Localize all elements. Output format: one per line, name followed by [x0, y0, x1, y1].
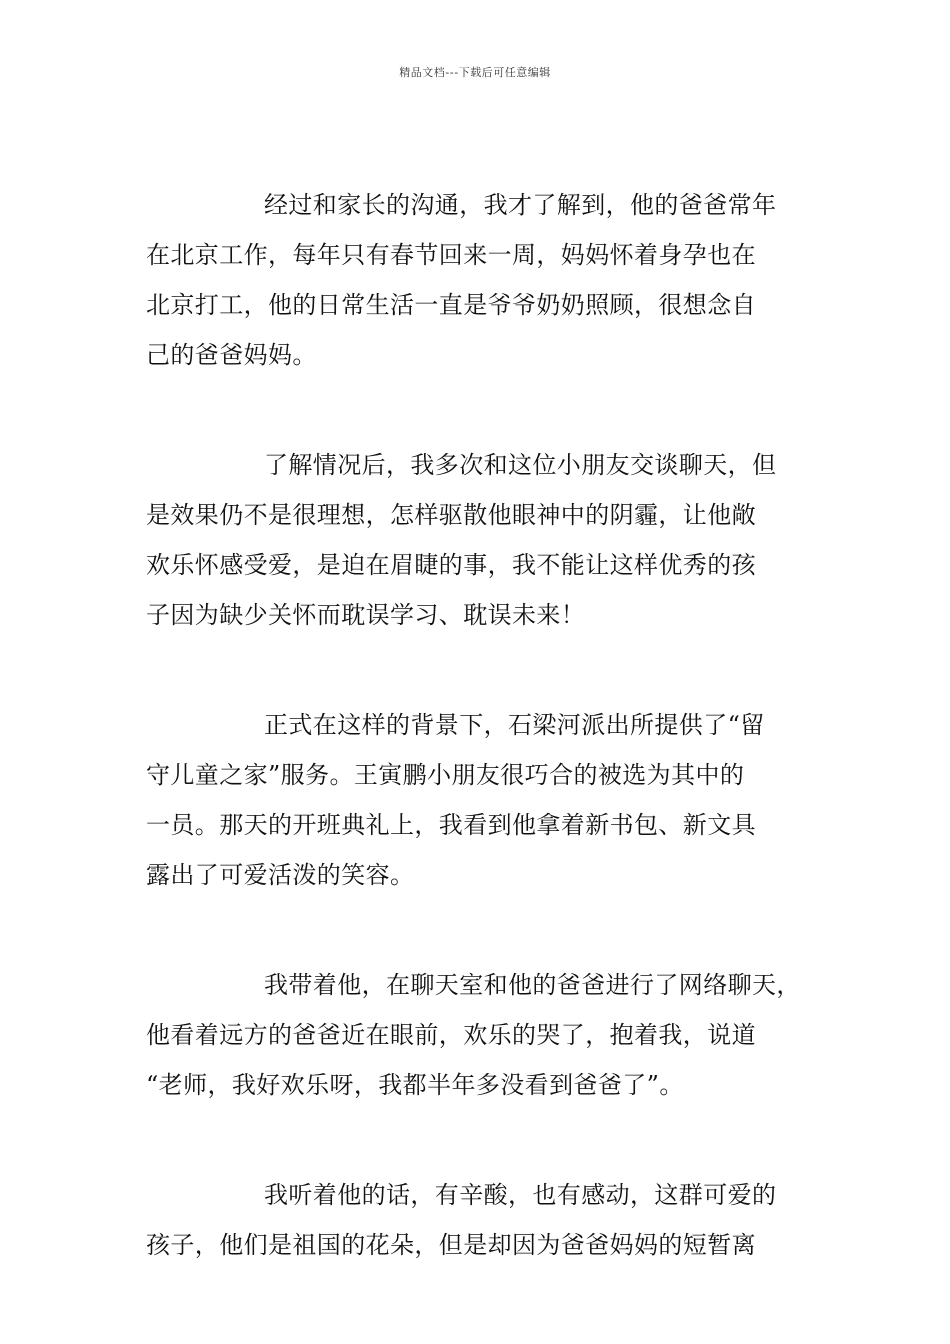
paragraph-line: 己的爸爸妈妈。: [146, 341, 317, 369]
paragraph-line: 北京打工，他的日常生活一直是爷爷奶奶照顾，很想念自: [146, 291, 756, 319]
paragraph-3: [146, 700, 808, 900]
paragraph-line: 经过和家长的沟通，我才了解到，他的爸爸常年: [264, 191, 777, 219]
paragraph-5: [146, 1170, 808, 1270]
paragraph-line: 正式在这样的背景下，石梁河派出所提供了“留: [264, 711, 765, 739]
paragraph-line: 了解情况后，我多次和这位小朋友交谈聊天，但: [264, 451, 777, 479]
document-body: [146, 180, 808, 1330]
paragraph-1: [146, 180, 808, 380]
paragraph-line: 露出了可爱活泼的笑容。: [146, 861, 415, 889]
paragraph-line: 欢乐怀感受爱，是迫在眉睫的事，我不能让这样优秀的孩: [146, 551, 756, 579]
paragraph-line: 孩子，他们是祖国的花朵，但是却因为爸爸妈妈的短暂离: [146, 1231, 756, 1259]
paragraph-line: 一员。那天的开班典礼上，我看到他拿着新书包、新文具: [146, 811, 756, 839]
paragraph-line: 是效果仍不是很理想，怎样驱散他眼神中的阴霾，让他敞: [146, 501, 756, 529]
paragraph-line: 守儿童之家”服务。王寅鹏小朋友很巧合的被选为其中的: [146, 761, 745, 789]
page-header: 精品文档---下载后可任意编辑: [399, 66, 551, 79]
paragraph-line: 我听着他的话，有辛酸，也有感动，这群可爱的: [264, 1181, 777, 1209]
paragraph-2: [146, 440, 808, 640]
paragraph-line: 子因为缺少关怀而耽误学习、耽误未来！: [146, 601, 586, 629]
paragraph-line: “老师，我好欢乐呀，我都半年多没看到爸爸了”。: [146, 1071, 684, 1099]
paragraph-line: 在北京工作，每年只有春节回来一周，妈妈怀着身孕也在: [146, 241, 756, 269]
paragraph-line: 我带着他，在聊天室和他的爸爸进行了网络聊天，: [264, 971, 801, 999]
paragraph-line: 他看着远方的爸爸近在眼前，欢乐的哭了，抱着我，说道: [146, 1021, 756, 1049]
paragraph-4: [146, 960, 808, 1110]
